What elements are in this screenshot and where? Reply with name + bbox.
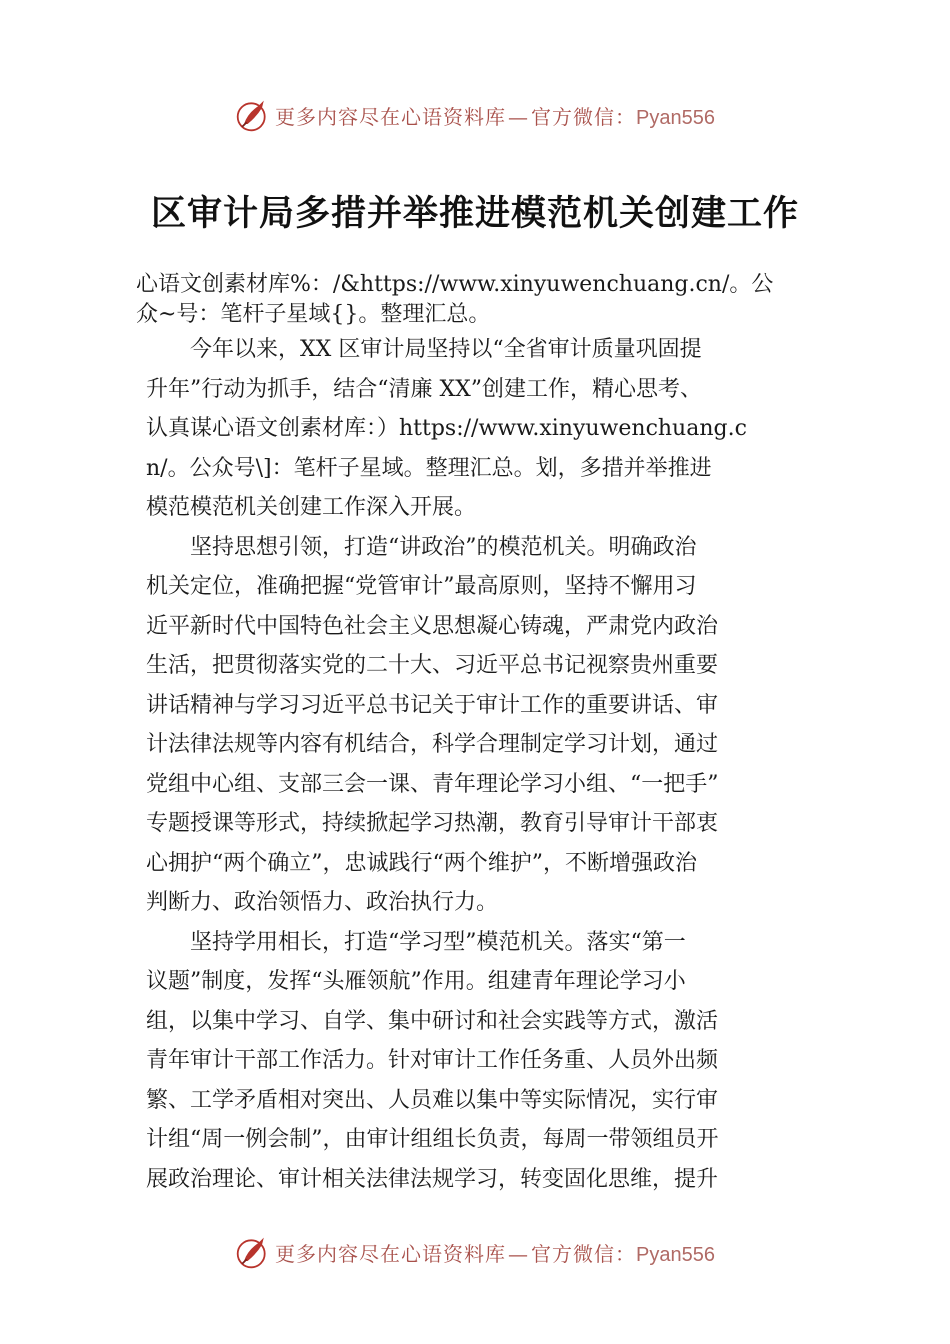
body-line: 近平新时代中国特色社会主义思想凝心铸魂，严肃党内政治 [146, 613, 719, 639]
pen-logo-icon [235, 97, 271, 133]
body-line: 判断力、政治领悟力、政治执行力。 [146, 890, 499, 915]
banner-text-main: 更多内容尽在心语资料库 [275, 1241, 507, 1266]
body-line: 计法律法规等内容有机结合，科学合理制定学习计划，通过 [146, 732, 719, 757]
banner-promo-text [275, 101, 715, 130]
body-line: n/。公众号\]：笔杆子星域。整理汇总。划，多措并举推进 [146, 455, 712, 481]
source-line: 心语文创素材库%：/&https://www.xinyuwenchuang.cn/。公 [136, 272, 774, 297]
body-line: 今年以来，XX 区审计局坚持以“全省审计质量巩固提 [146, 337, 702, 362]
body-line: 讲话精神与学习习近平总书记关于审计工作的重要讲话、审 [146, 692, 719, 718]
banner-text-suffix: 官方微信： [531, 1241, 637, 1266]
banner-wechat-id: Pyan556 [636, 1243, 715, 1266]
footer-banner [0, 1232, 950, 1272]
banner-separator: — [508, 104, 530, 129]
pen-logo-icon [235, 1234, 271, 1270]
body-line: 模范模范机关创建工作深入开展。 [146, 495, 477, 520]
body-line: 坚持思想引领，打造“讲政治”的模范机关。明确政治 [146, 534, 697, 560]
header-banner [0, 95, 950, 135]
body-line: 认真谋心语文创素材库：）https://www.xinyuwenchuang.c [146, 416, 747, 441]
document-body [146, 330, 836, 1199]
banner-separator: — [508, 1241, 530, 1266]
body-line: 生活，把贯彻落实党的二十大、习近平总书记视察贵州重要 [146, 653, 719, 678]
banner-promo-text [275, 1238, 715, 1267]
banner-text-suffix: 官方微信： [531, 104, 637, 129]
body-line: 机关定位，准确把握“党管审计”最高原则，坚持不懈用习 [146, 574, 697, 599]
body-line: 计组“周一例会制”，由审计组组长负责，每周一带领组员开 [146, 1127, 719, 1152]
body-line: 心拥护“两个确立”，忠诚践行“两个维护”，不断增强政治 [146, 850, 697, 876]
source-note [136, 270, 826, 330]
body-line: 坚持学用相长，打造“学习型”模范机关。落实“第一 [146, 929, 686, 955]
body-line: 专题授课等形式，持续掀起学习热潮，教育引导审计干部衷 [146, 811, 719, 836]
body-line: 展政治理论、审计相关法律法规学习，转变固化思维，提升 [146, 1166, 719, 1192]
body-line: 组，以集中学习、自学、集中研讨和社会实践等方式，激活 [146, 1008, 719, 1034]
body-line: 繁、工学矛盾相对突出、人员难以集中等实际情况，实行审 [146, 1087, 719, 1113]
banner-text-main: 更多内容尽在心语资料库 [275, 104, 507, 129]
body-line: 升年”行动为抓手，结合“清廉 XX”创建工作，精心思考、 [146, 376, 703, 402]
document-title: 区审计局多措并举推进模范机关创建工作 [150, 193, 799, 234]
body-line: 党组中心组、支部三会一课、青年理论学习小组、“一把手” [146, 771, 719, 797]
banner-wechat-id: Pyan556 [636, 106, 715, 129]
body-line: 议题”制度，发挥“头雁领航”作用。组建青年理论学习小 [146, 969, 686, 994]
body-line: 青年审计干部工作活力。针对审计工作任务重、人员外出频 [146, 1048, 719, 1073]
source-line: 众~号：笔杆子星域{}。整理汇总。 [136, 302, 491, 327]
